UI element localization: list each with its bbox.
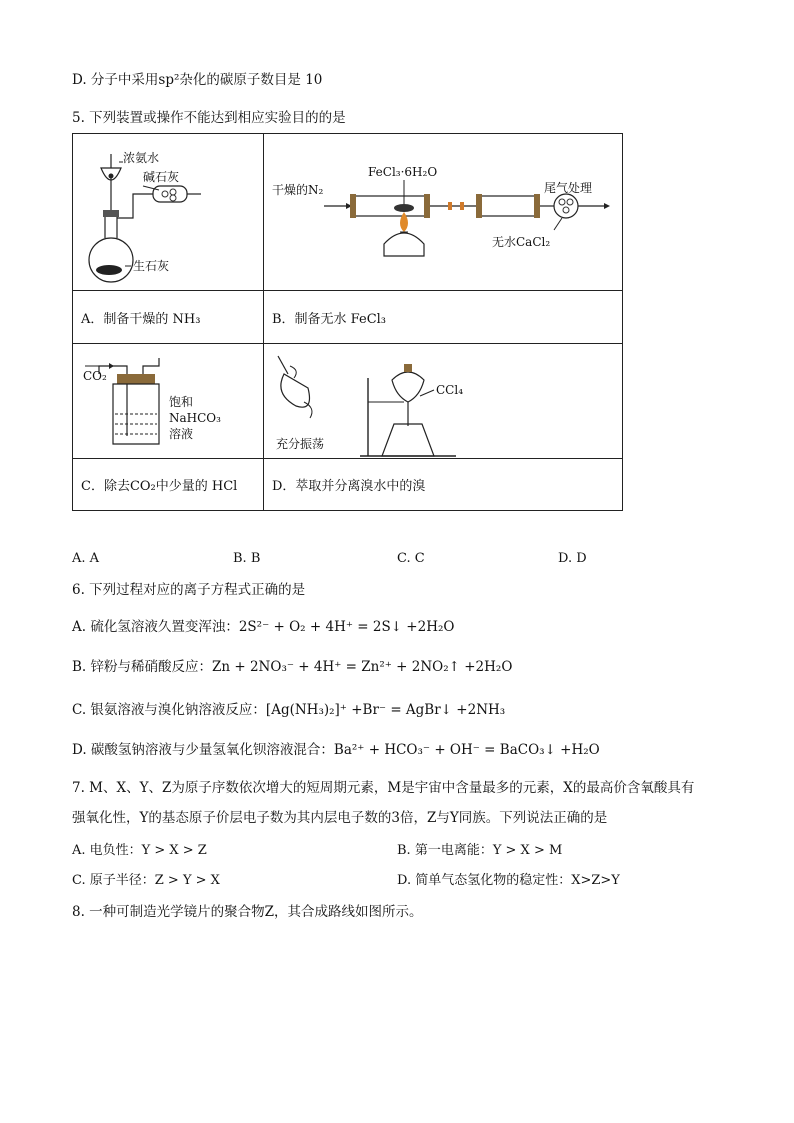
q5-option-a: A. A xyxy=(72,551,100,566)
label-fecl3-hydrate: FeCl₃·6H₂O xyxy=(368,165,438,179)
label-anhydrous-cacl2: 无水CaCl₂ xyxy=(492,235,551,249)
q5-option-c: C. C xyxy=(397,551,425,566)
caption-d: D．萃取并分离溴水中的溴 xyxy=(264,459,623,511)
q5-option-b: B. B xyxy=(233,551,261,566)
label-tail-gas: 尾气处理 xyxy=(544,181,593,195)
question-7-line-2: 强氧化性，Y的基态原子价层电子数为其内层电子数的3倍，Z与Y同族。下列说法正确的是 xyxy=(72,810,608,826)
caption-a: A．制备干燥的 NH₃ xyxy=(73,291,264,344)
question-6: 6. 下列过程对应的离子方程式正确的是 xyxy=(72,582,306,598)
label-co2: CO₂ xyxy=(83,369,107,383)
extraction-figure xyxy=(264,344,622,458)
q6-option-d: D. 碳酸氢钠溶液与少量氢氧化钡溶液混合：Ba²⁺ + HCO₃⁻ + OH⁻ = BaCO₃↓ +H₂O xyxy=(72,742,600,758)
question-8: 8. 一种可制造光学镜片的聚合物Z，其合成路线如图所示。 xyxy=(72,904,423,920)
label-quicklime: 生石灰 xyxy=(133,259,170,273)
label-nahco3: NaHCO₃ xyxy=(169,411,221,425)
caption-b: B．制备无水 FeCl₃ xyxy=(264,291,623,344)
cell-d-figure xyxy=(264,344,623,459)
q6-option-c: C. 银氨溶液与溴化钠溶液反应：[Ag(NH₃)₂]⁺ +Br⁻ = AgBr↓ +2NH₃ xyxy=(72,702,506,718)
label-dry-n2: 干燥的N₂ xyxy=(272,183,324,197)
cell-b-figure xyxy=(264,134,623,291)
q7-option-a: A. 电负性：Y > X > Z xyxy=(72,843,207,858)
q7-option-b: B. 第一电离能：Y > X > M xyxy=(397,843,563,858)
question-7-line-1: 7. M、X、Y、Z为原子序数依次增大的短周期元素，M是宇宙中含量最多的元素，X的最高价含氧酸具有 xyxy=(72,780,695,796)
q4-option-d: D. 分子中采用sp²杂化的碳原子数目是 10 xyxy=(72,72,323,88)
q5-option-d: D. D xyxy=(558,551,587,566)
nh3-apparatus-figure xyxy=(73,134,263,290)
q7-option-d: D. 简单气态氢化物的稳定性：X>Z>Y xyxy=(397,873,620,888)
experiment-table xyxy=(72,133,623,511)
label-solution: 溶液 xyxy=(169,427,194,441)
label-conc-ammonia: 浓氨水 xyxy=(123,151,160,165)
fecl3-apparatus-figure xyxy=(264,134,622,290)
q7-option-c: C. 原子半径：Z > Y > X xyxy=(72,873,220,888)
cell-a-figure xyxy=(73,134,264,291)
cell-c-figure xyxy=(73,344,264,459)
label-shake: 充分振荡 xyxy=(276,437,325,451)
question-5: 5. 下列装置或操作不能达到相应实验目的的是 xyxy=(72,110,346,126)
q6-option-b: B. 锌粉与稀硝酸反应：Zn + 2NO₃⁻ + 4H⁺ = Zn²⁺ + 2NO₂↑ +2H₂O xyxy=(72,659,513,675)
caption-c: C．除去CO₂中少量的 HCl xyxy=(73,459,264,511)
q6-option-a: A. 硫化氢溶液久置变浑浊：2S²⁻ + O₂ + 4H⁺ = 2S↓ +2H₂O xyxy=(72,619,455,635)
label-soda-lime: 碱石灰 xyxy=(143,170,180,184)
label-ccl4: CCl₄ xyxy=(436,383,464,397)
co2-wash-bottle-figure xyxy=(73,344,263,458)
label-saturated: 饱和 xyxy=(169,395,194,409)
